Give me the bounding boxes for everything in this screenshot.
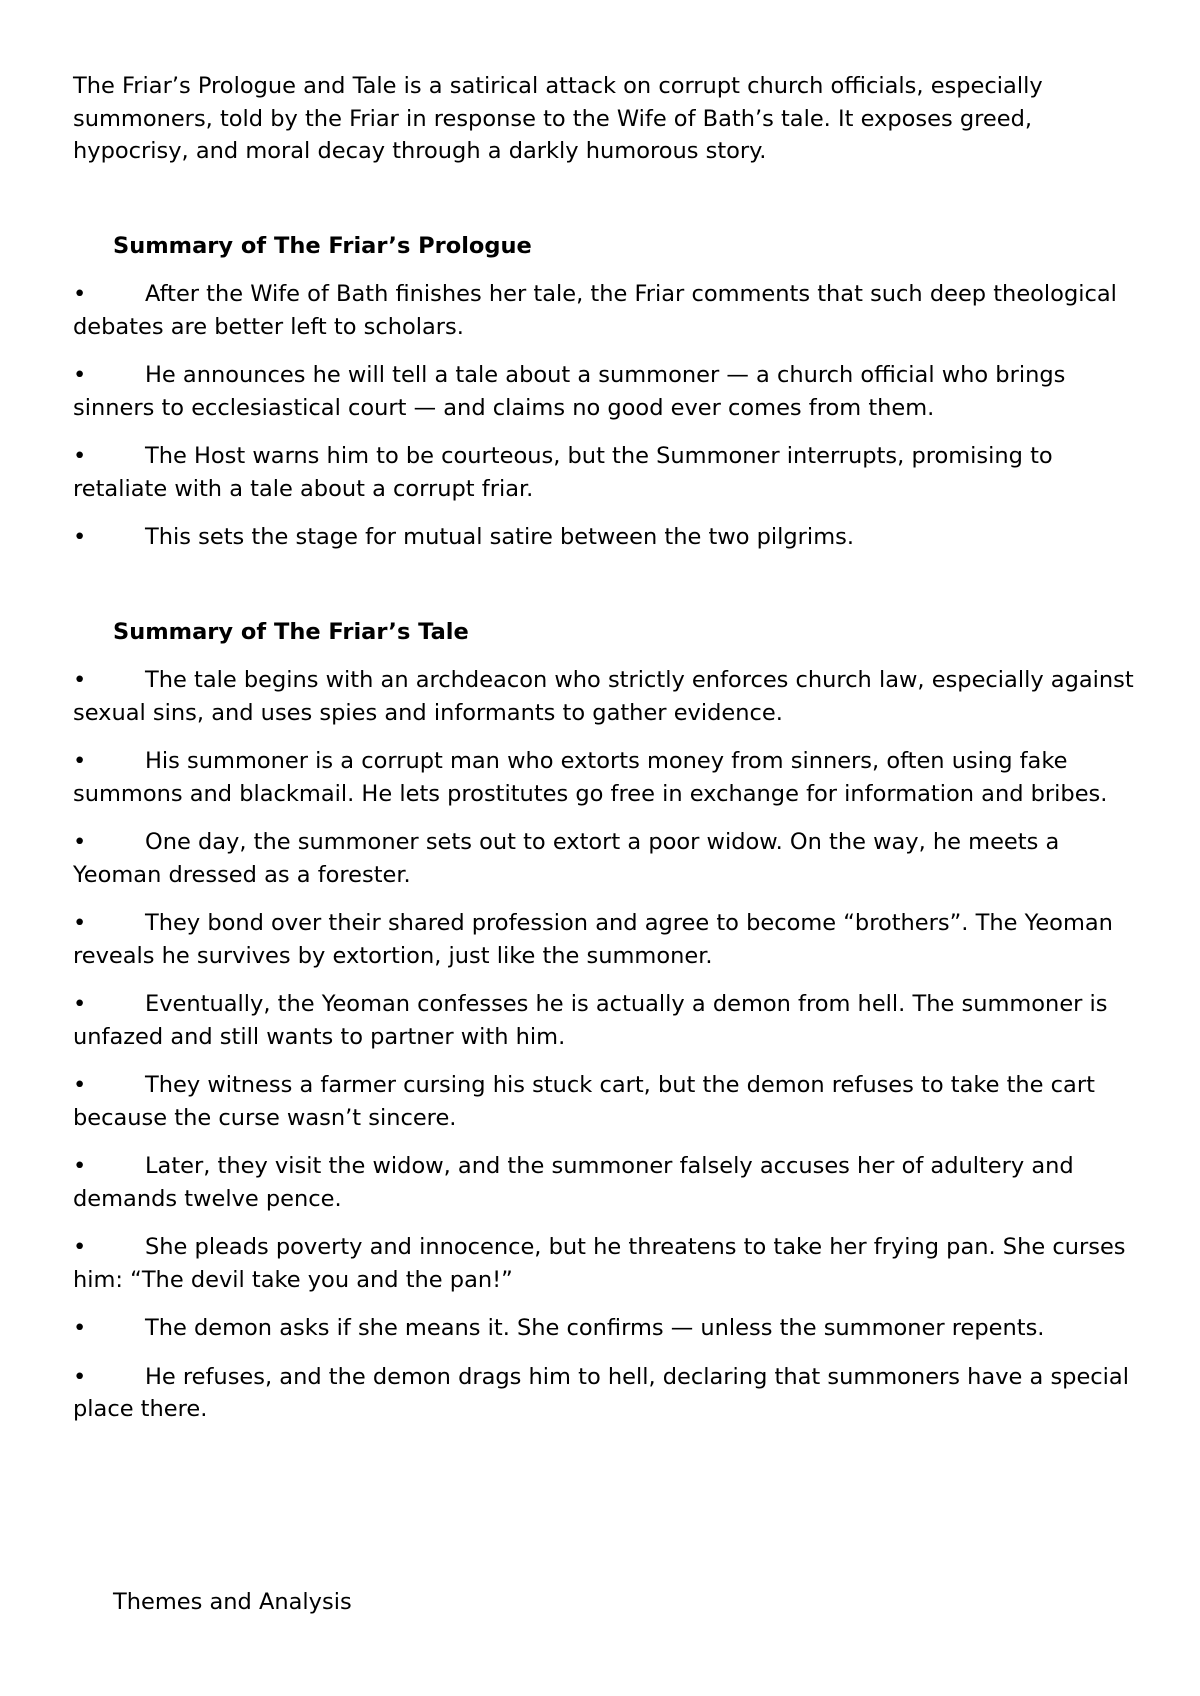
list-item [73,1231,1148,1296]
tale-heading: Summary of The Friar’s Tale [113,618,469,645]
bullet-icon: • [73,1072,87,1098]
bullet-icon: • [73,281,87,307]
list-item [73,359,1148,424]
intro-paragraph: The Friar’s Prologue and Tale is a satirical attack on corrupt church officials, especially summoners, told by the Friar in response to the Wife of Bath’s tale. It exposes greed, hypocrisy, and moral decay through a darkly humorous story. [73,73,1043,164]
bullet-icon: • [73,1315,87,1341]
themes-heading: Themes and Analysis [113,1589,352,1615]
bullet-icon: • [73,1153,87,1179]
list-item [73,826,1148,891]
bullet-icon: • [73,1363,87,1390]
bullet-icon: • [73,524,87,550]
list-item-text: One day, the summoner sets out to extort a poor widow. On the way, he meets a Yeoman dressed as a forester. [73,829,1060,888]
list-item [73,907,1148,972]
list-item [73,988,1148,1053]
document-page [73,70,1148,1442]
list-item-text: They bond over their shared profession and agree to become “brothers”. The Yeoman reveals he survives by extortion, just like the summoner. [73,910,1113,969]
list-item [73,1150,1148,1215]
prologue-bullet-list [73,278,1148,554]
bullet-icon: • [73,1234,87,1260]
list-item-text: She pleads poverty and innocence, but he threatens to take her frying pan. She curses him: “The devil take you and the pan!” [73,1234,1126,1293]
list-item [73,440,1148,505]
list-item-text: Eventually, the Yeoman confesses he is actually a demon from hell. The summoner is unfazed and still wants to partner with him. [73,991,1108,1050]
list-item-text: This sets the stage for mutual satire between the two pilgrims. [145,524,854,550]
list-item-text: He refuses, and the demon drags him to hell, declaring that summoners have a special place there. [73,1363,1129,1422]
list-item [73,1312,1148,1345]
list-item [73,278,1148,343]
list-item-text: The demon asks if she means it. She confirms — unless the summoner repents. [145,1315,1045,1341]
list-item-text: His summoner is a corrupt man who extorts money from sinners, often using fake summons and blackmail. He lets prostitutes go free in exchange for information and bribes. [73,748,1108,807]
list-item [73,521,1148,554]
list-item-text: Later, they visit the widow, and the summoner falsely accuses her of adultery and demands twelve pence. [73,1153,1074,1212]
prologue-heading: Summary of The Friar’s Prologue [113,232,532,259]
bullet-icon: • [73,443,87,469]
list-item-text: The Host warns him to be courteous, but the Summoner interrupts, promising to retaliate with a tale about a corrupt friar. [73,443,1053,502]
bullet-icon: • [73,667,87,693]
tale-bullet-list [73,664,1148,1426]
bullet-icon: • [73,362,87,388]
bullet-icon: • [73,829,87,855]
section-spacer [73,570,1148,616]
list-item-text: He announces he will tell a tale about a summoner — a church official who brings sinners to ecclesiastical court — and claims no good ever comes from them. [73,362,1066,421]
list-item [73,745,1148,810]
list-item [73,1069,1148,1134]
list-item-text: After the Wife of Bath finishes her tale, the Friar comments that such deep theological debates are better left to scholars. [73,281,1117,340]
list-item [73,664,1148,729]
list-item [73,1361,1148,1426]
bullet-icon: • [73,910,87,936]
list-item-text: The tale begins with an archdeacon who strictly enforces church law, especially against sexual sins, and uses spies and informants to gather evidence. [73,667,1134,726]
list-item-text: They witness a farmer cursing his stuck cart, but the demon refuses to take the cart because the curse wasn’t sincere. [73,1072,1095,1131]
bullet-icon: • [73,991,87,1017]
bullet-icon: • [73,748,87,774]
